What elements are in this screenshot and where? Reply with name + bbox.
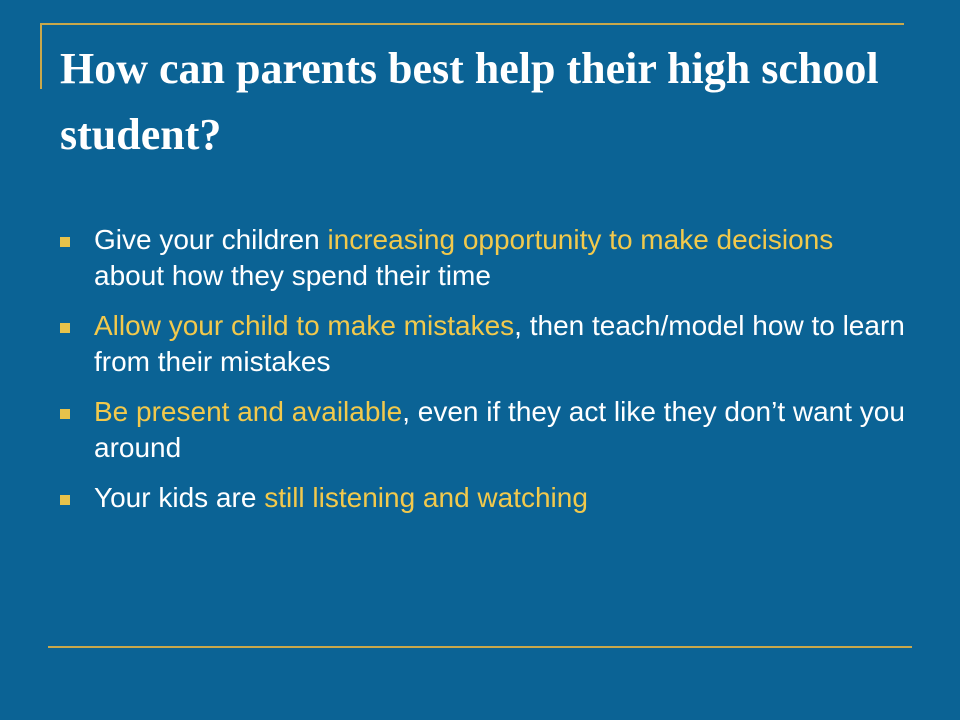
- square-bullet-icon: [60, 323, 70, 333]
- square-bullet-icon: [60, 409, 70, 419]
- bullet-text: Give your children: [94, 224, 328, 255]
- bullet-item: [58, 222, 908, 294]
- square-bullet-icon: [60, 237, 70, 247]
- bullet-text: , even if they act like they don’t want you around: [94, 396, 905, 463]
- bullet-item: [58, 480, 908, 516]
- bullet-item: [58, 308, 908, 380]
- bullet-text: Your kids are: [94, 482, 265, 513]
- bullet-item: [58, 394, 908, 466]
- highlight-text: Be present and available: [94, 396, 403, 427]
- highlight-text: Allow your child to make mistakes: [94, 310, 515, 341]
- bullet-list: [58, 222, 908, 530]
- left-rule: [40, 23, 42, 89]
- bullet-text: , then teach/model how to learn from their mistakes: [94, 310, 905, 377]
- top-rule: [40, 23, 904, 25]
- highlight-text: increasing opportunity to make decisions: [327, 224, 834, 255]
- bullet-text: about how they spend their time: [94, 260, 491, 291]
- square-bullet-icon: [60, 495, 70, 505]
- highlight-text: still listening and watching: [264, 482, 588, 513]
- bottom-rule: [48, 646, 912, 648]
- slide-title: How can parents best help their high school student?: [60, 44, 879, 159]
